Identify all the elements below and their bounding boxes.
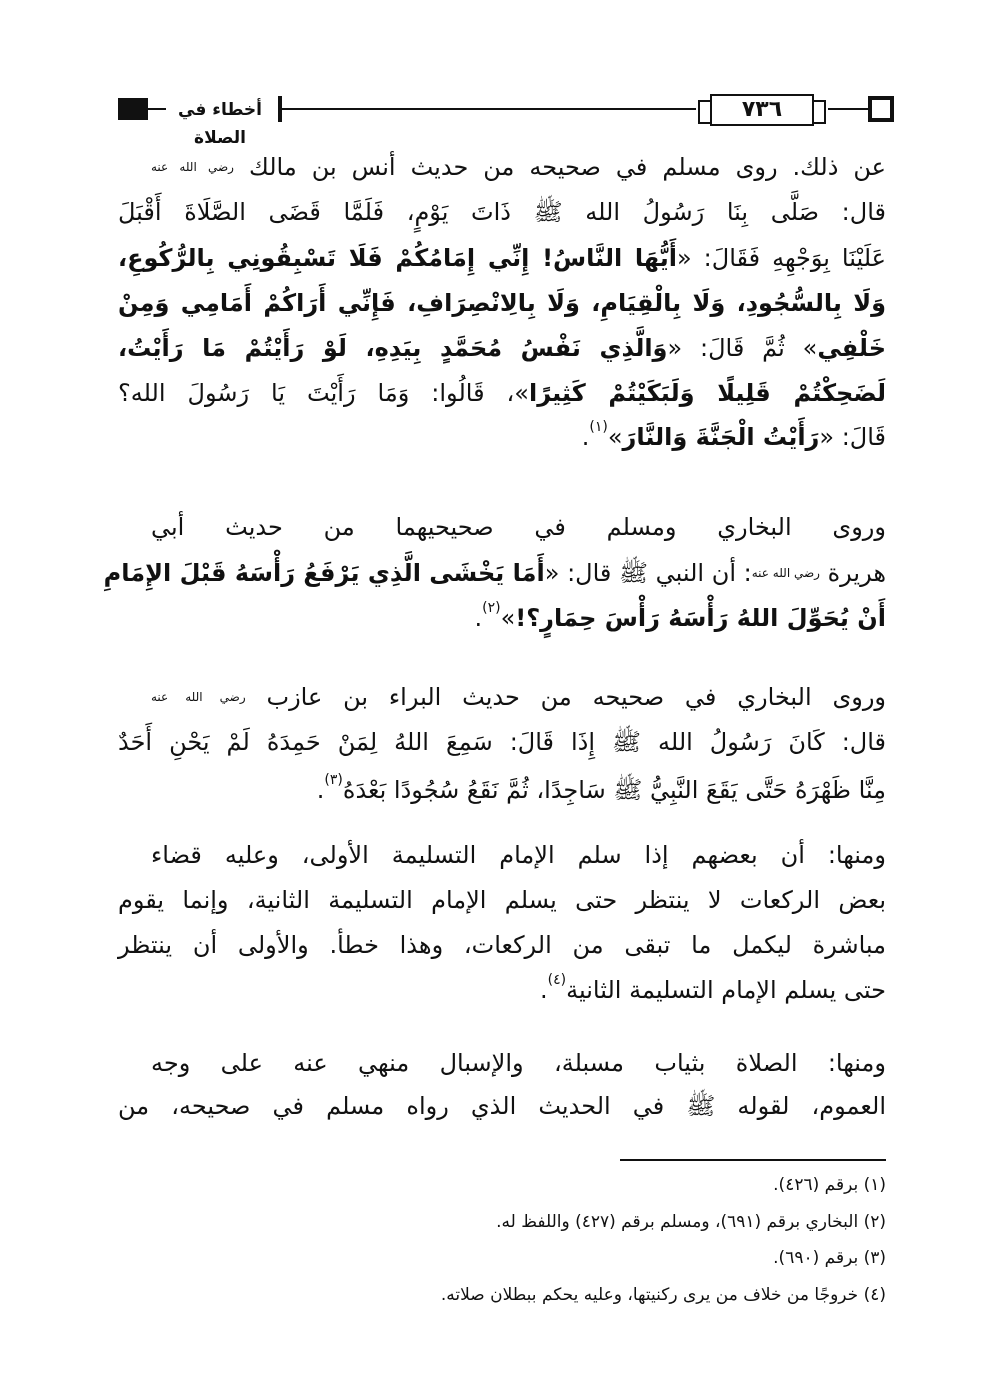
text-segment: . bbox=[316, 776, 325, 804]
honorific: رضي الله عنه bbox=[151, 160, 234, 174]
honorific: رضي الله عنه bbox=[751, 566, 820, 580]
hadith-text: أَنْ يُحَوِّلَ اللهُ رَأْسَهُ رَأْسَ حِمَارٍ؟! bbox=[515, 604, 886, 632]
paragraph-line bbox=[118, 373, 886, 413]
footnote-marker: (٤) bbox=[547, 972, 567, 988]
text-segment: » bbox=[500, 604, 516, 632]
text-segment: قَالَ: « bbox=[819, 423, 886, 451]
paragraph-line bbox=[118, 770, 886, 810]
hadith-text: أَيُّهَا النَّاسُ! إِنِّي إِمَامُكُمْ فَلَا تَسْبِقُونِي بِالرُّكُوعِ، bbox=[118, 244, 677, 272]
paragraph-line bbox=[118, 598, 886, 638]
header-square-ornament bbox=[868, 96, 894, 122]
header-black-bar bbox=[118, 98, 148, 120]
footnote: (٤) خروجًا من خلاف من يرى ركنيتها، وعليه يحكم ببطلان صلاته. bbox=[440, 1285, 886, 1305]
text-segment: حتى يسلم الإمام التسليمة الثانية bbox=[566, 976, 886, 1004]
paragraph-line bbox=[151, 677, 886, 717]
text-segment: ومنها: أن بعضهم إذا سلم الإمام التسليمة الأولى، وعليه قضاء bbox=[151, 841, 886, 869]
text-segment: » ثُمَّ قَالَ: « bbox=[667, 334, 818, 362]
paragraph-line bbox=[118, 722, 886, 762]
text-segment: وروى البخاري ومسلم في صحيحيهما من حديث أبي bbox=[151, 513, 886, 541]
paragraph-line bbox=[118, 970, 886, 1010]
text-segment: قال: صَلَّى بِنَا رَسُولُ الله ﷺ ذَاتَ يَوْمٍ، فَلَمَّا قَضَى الصَّلَاةَ أَقْبَلَ bbox=[118, 198, 886, 226]
paragraph-line bbox=[118, 880, 886, 920]
text-segment: . bbox=[540, 976, 548, 1004]
paragraph-line bbox=[118, 328, 886, 368]
text-segment: مباشرة ليكمل ما تبقى من الركعات، وهذا خطأ. والأولى أن ينتظر bbox=[118, 931, 886, 959]
text-segment: مِنَّا ظَهْرَهُ حَتَّى يَقَعَ النَّبِيُّ ﷺ سَاجِدًا، ثُمَّ نَقَعُ سُجُودًا بَعْدَهُ bbox=[342, 776, 886, 804]
paragraph-line bbox=[151, 1043, 886, 1083]
footnote: (٣) برقم (٦٩٠). bbox=[773, 1248, 886, 1268]
text-segment: عَلَيْنَا بِوَجْهِهِ فَقَالَ: « bbox=[677, 244, 886, 272]
paragraph-line bbox=[118, 192, 886, 232]
hadith-text: رَأَيْتُ الْجَنَّةَ وَالنَّارَ bbox=[622, 423, 820, 451]
hadith-text: أَمَا يَخْشَى الَّذِي يَرْفَعُ رَأْسَهُ قَبْلَ الإِمَامِ bbox=[103, 559, 545, 587]
footnote-marker: (١) bbox=[589, 419, 608, 435]
footnote: (١) برقم (٤٢٦). bbox=[773, 1175, 886, 1195]
hadith-text: وَالَّذِي نَفْسُ مُحَمَّدٍ بِيَدِهِ، لَوْ رَأَيْتُمْ مَا رَأَيْتُ، bbox=[118, 334, 668, 362]
header-rule-right bbox=[828, 108, 868, 110]
footnote-marker: (٣) bbox=[324, 772, 343, 788]
footnote: (٢) البخاري برقم (٦٩١)، ومسلم برقم (٤٢٧) واللفظ له. bbox=[496, 1212, 886, 1232]
paragraph-line bbox=[118, 417, 886, 457]
text-segment: قال: كَانَ رَسُولُ الله ﷺ إِذَا قَالَ: سَمِعَ اللهُ لِمَنْ حَمِدَهُ لَمْ يَحْنِ أَحَدٌ bbox=[118, 728, 886, 756]
paragraph-line bbox=[151, 147, 886, 187]
hadith-text: خَلْفِي bbox=[817, 334, 887, 362]
text-segment: : أن النبي ﷺ قال: « bbox=[544, 559, 752, 587]
paragraph-line bbox=[118, 925, 886, 965]
paragraph-line bbox=[118, 283, 886, 323]
text-segment: عن ذلك. روى مسلم في صحيحه من حديث أنس بن مالك bbox=[233, 153, 886, 181]
header-rule-middle bbox=[282, 108, 696, 110]
paragraph-line bbox=[118, 1086, 886, 1126]
paragraph-line bbox=[118, 238, 886, 278]
header-rule-left bbox=[148, 108, 166, 110]
paragraph-line bbox=[103, 553, 886, 593]
page-number: ٧٣٦ bbox=[710, 94, 814, 126]
running-header bbox=[118, 92, 886, 148]
running-title: أخطاء في الصلاة bbox=[178, 100, 262, 148]
text-segment: »، قَالُوا: وَمَا رَأَيْتَ يَا رَسُولَ الله؟ bbox=[118, 379, 529, 407]
footnote-marker: (٢) bbox=[482, 600, 501, 616]
text-segment: بعض الركعات لا ينتظر حتى يسلم الإمام التسليمة الثانية، وإنما يقوم bbox=[118, 886, 886, 914]
hadith-text: وَلَا بِالسُّجُودِ، وَلَا بِالْقِيَامِ، وَلَا بِالِانْصِرَافِ، فَإِنِّي أَرَاكُمْ أَمَامِي وَمِنْ bbox=[118, 289, 886, 317]
text-segment: العموم، لقوله ﷺ في الحديث الذي رواه مسلم في صحيحه، من bbox=[118, 1092, 886, 1120]
text-segment: هريرة bbox=[819, 559, 886, 587]
text-segment: وروى البخاري في صحيحه من حديث البراء بن عازب bbox=[245, 683, 886, 711]
paragraph-line bbox=[151, 835, 886, 875]
text-segment: ومنها: الصلاة بثياب مسبلة، والإسبال منهي عنه على وجه bbox=[151, 1049, 886, 1077]
text-segment: . bbox=[474, 604, 483, 632]
text-segment: » bbox=[607, 423, 623, 451]
paragraph-line bbox=[151, 507, 886, 547]
hadith-text: لَضَحِكْتُمْ قَلِيلًا وَلَبَكَيْتُمْ كَثِيرًا bbox=[528, 379, 886, 407]
text-segment: . bbox=[581, 423, 590, 451]
honorific: رضي الله عنه bbox=[151, 690, 246, 704]
footnote-separator bbox=[620, 1159, 886, 1161]
